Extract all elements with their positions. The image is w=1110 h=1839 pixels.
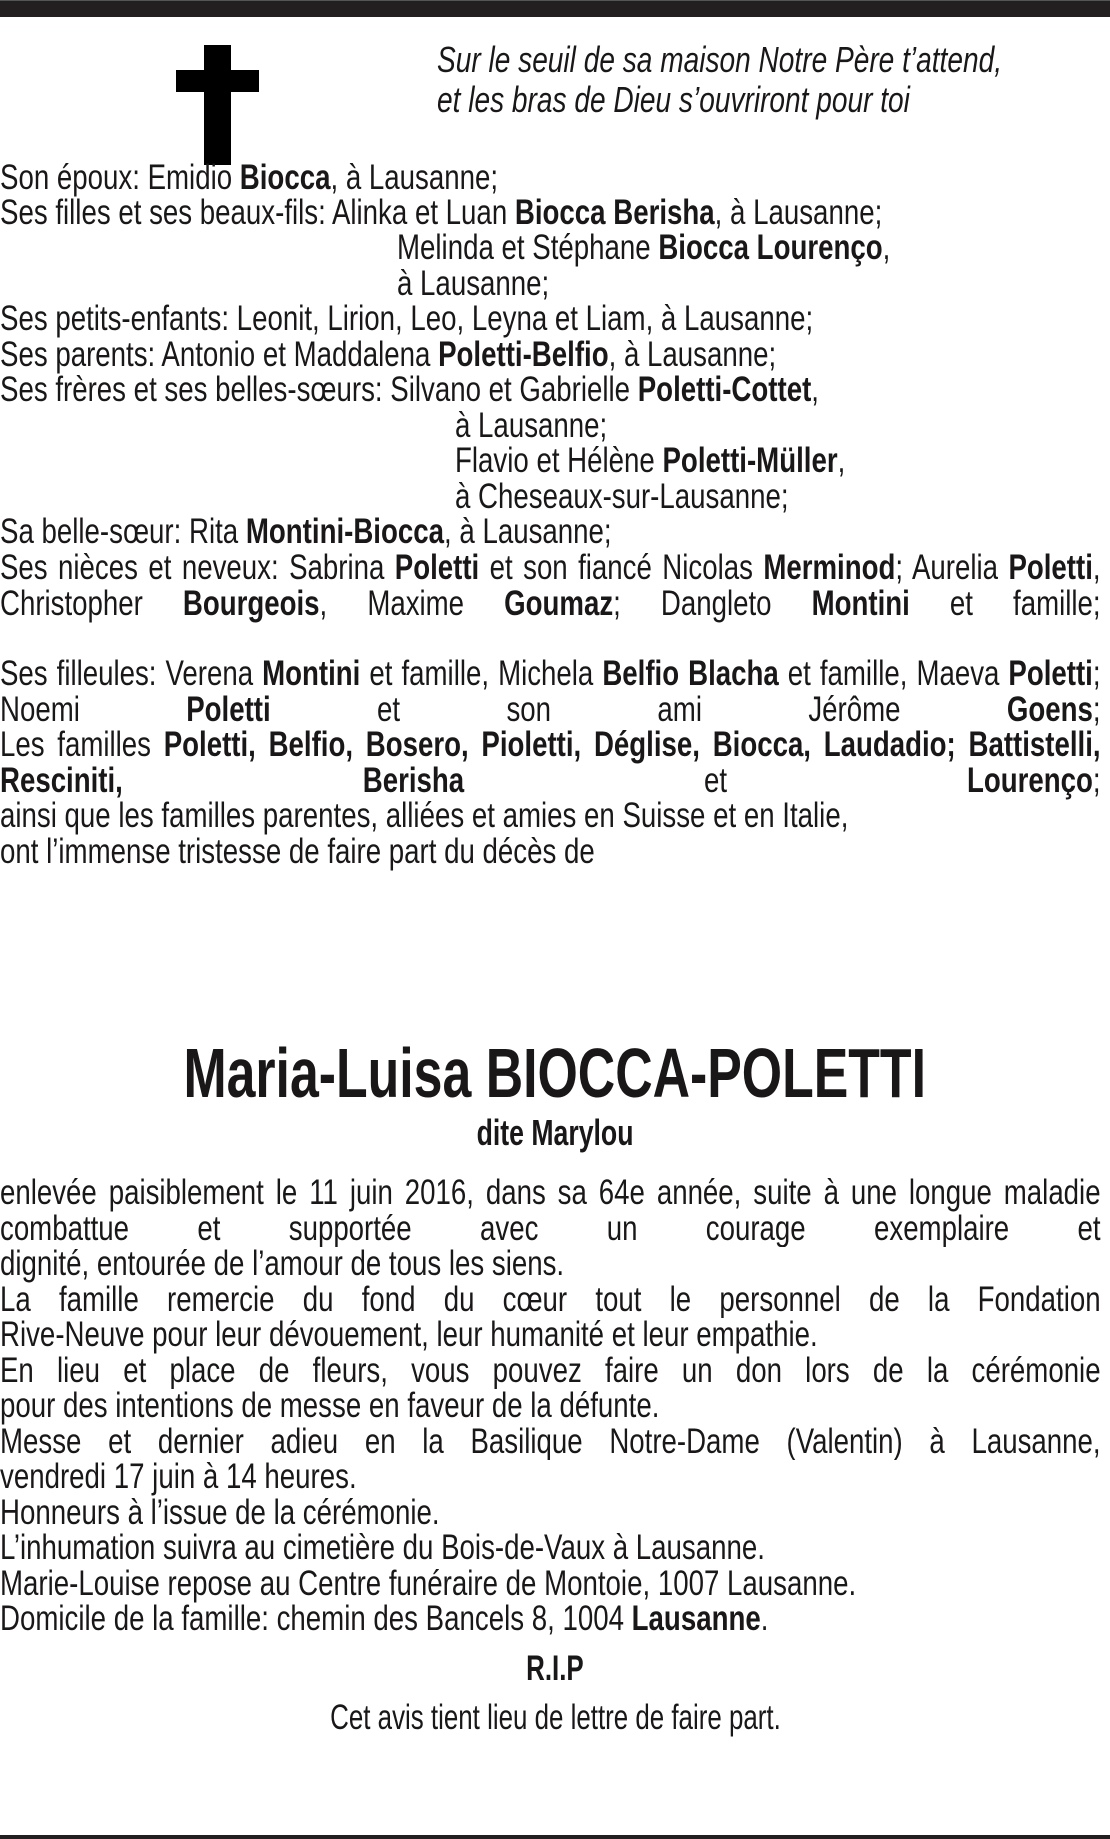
family-paragraph-nieces: Ses nièces et neveux: Sabrina Poletti et son fiancé Nicolas Merminod; Aurelia Poletti, Christopher Bourgeois, Maxime Goumaz; Dangleto Montini et famille; xyxy=(0,548,1101,623)
family-paragraph-godchildren: Ses filleules: Verena Montini et famille, Michela Belfio Blacha et famille, Maeva Poletti; Noemi Poletti et son ami Jérôme Goens; xyxy=(0,654,1101,729)
family-line-daughters: Ses filles et ses beaux-fils: Alinka et Luan Biocca Berisha, à Lausanne; xyxy=(0,193,883,232)
family-line-grandchildren: Ses petits-enfants: Leonit, Lirion, Leo, Leyna et Liam, à Lausanne; xyxy=(0,299,814,338)
body-line-flowers: En lieu et place de fleurs, vous pouvez faire un don lors de la cérémonie xyxy=(0,1353,1101,1389)
body-line-burial: L’inhumation suivra au cimetière du Bois-de-Vaux à Lausanne. xyxy=(0,1528,765,1567)
family-line-announcement: ont l’immense tristesse de faire part du décès de xyxy=(0,832,595,871)
family-line-parents: Ses parents: Antonio et Maddalena Poletti-Belfio, à Lausanne; xyxy=(0,335,777,374)
notice-note: Cet avis tient lieu de lettre de faire part. xyxy=(329,1698,781,1737)
rip-label: R.I.P xyxy=(526,1649,584,1688)
body-line-domicile: Domicile de la famille: chemin des Bancels 8, 1004 Lausanne. xyxy=(0,1599,769,1638)
family-line-spouse: Son époux: Emidio Biocca, à Lausanne; xyxy=(0,158,499,197)
body-paragraph-death: enlevée paisiblement le 11 juin 2016, dans sa 64e année, suite à une longue maladie combattue et supportée avec un courage exemplaire et xyxy=(0,1175,1101,1247)
bottom-border xyxy=(0,1835,1110,1839)
epitaph-line: et les bras de Dieu s’ouvriront pour toi xyxy=(437,79,910,120)
body-line-thanks: La famille remercie du fond du cœur tout le personnel de la Fondation xyxy=(0,1282,1101,1318)
body-line-flowers-end: pour des intentions de messe en faveur de la défunte. xyxy=(0,1386,660,1425)
family-line-siblings-3: Flavio et Hélène Poletti-Müller, xyxy=(455,441,846,480)
family-line-relatives: ainsi que les familles parentes, alliées et amies en Suisse et en Italie, xyxy=(0,796,849,835)
body-line-mass: Messe et dernier adieu en la Basilique Notre-Dame (Valentin) à Lausanne, xyxy=(0,1424,1101,1460)
deceased-nickname: dite Marylou xyxy=(476,1112,634,1153)
family-line-daughters-2: Melinda et Stéphane Biocca Lourenço, xyxy=(397,228,891,267)
top-border xyxy=(0,0,1110,17)
body-line-mass-end: vendredi 17 juin à 14 heures. xyxy=(0,1457,357,1496)
body-line-thanks-end: Rive-Neuve pour leur dévouement, leur humanité et leur empathie. xyxy=(0,1315,818,1354)
body-line-death-end: dignité, entourée de l’amour de tous les siens. xyxy=(0,1244,565,1283)
body-line-honours: Honneurs à l’issue de la cérémonie. xyxy=(0,1493,440,1532)
family-line-siblings-2: à Lausanne; xyxy=(455,406,608,445)
deceased-name: Maria-Luisa BIOCCA-POLETTI xyxy=(183,1034,927,1112)
family-line-siblings: Ses frères et ses belles-sœurs: Silvano et Gabrielle Poletti-Cottet, xyxy=(0,370,819,409)
family-line-sister-in-law: Sa belle-sœur: Rita Montini-Biocca, à Lausanne; xyxy=(0,512,612,551)
family-line-siblings-4: à Cheseaux-sur-Lausanne; xyxy=(455,477,789,516)
epitaph xyxy=(437,40,1002,120)
body-line-funeral-home: Marie-Louise repose au Centre funéraire de Montoie, 1007 Lausanne. xyxy=(0,1564,857,1603)
family-line-daughters-3: à Lausanne; xyxy=(397,264,550,303)
epitaph-line: Sur le seuil de sa maison Notre Père t’attend, xyxy=(437,39,1003,80)
family-paragraph-families: Les familles Poletti, Belfio, Bosero, Pioletti, Déglise, Biocca, Laudadio; Battistelli, Resciniti, Berisha et Lourenço; xyxy=(0,725,1101,800)
